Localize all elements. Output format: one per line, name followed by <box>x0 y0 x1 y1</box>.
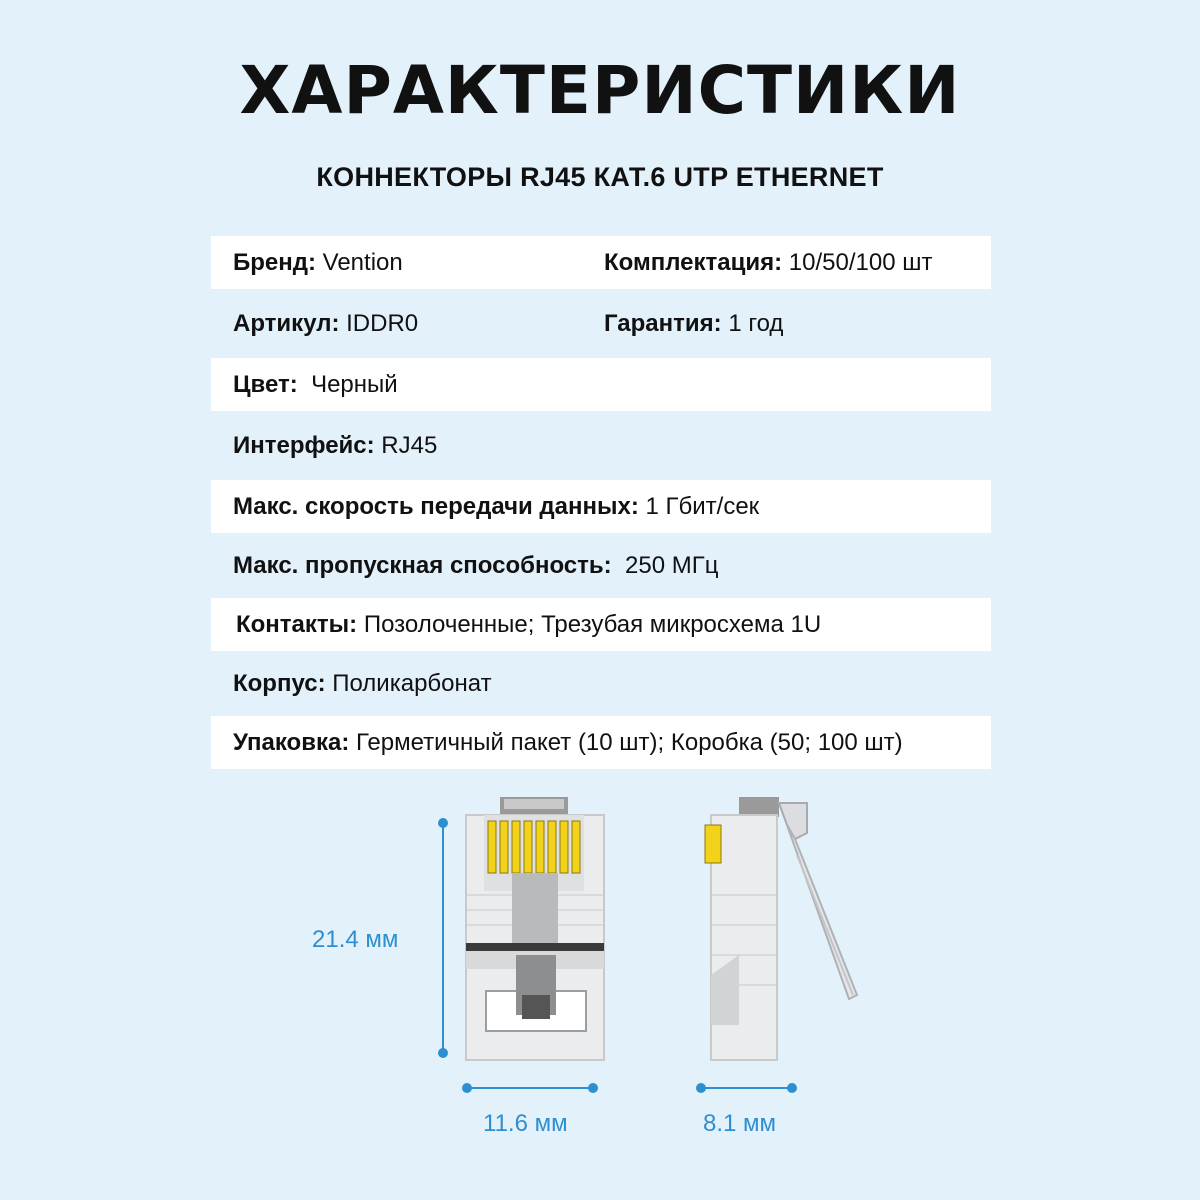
spec-table <box>211 236 991 769</box>
spec-value-speed: 1 Гбит/сек <box>638 492 760 520</box>
height-dim-line <box>442 823 444 1053</box>
spec-label-package: Упаковка: <box>233 728 350 756</box>
depth-dim-right-dot <box>787 1083 797 1093</box>
width-dim-label: 11.6 мм <box>483 1110 568 1137</box>
spec-value-warranty: 1 год <box>721 309 784 337</box>
spec-label-contacts: Контакты: <box>236 610 358 638</box>
page-subtitle: КОННЕКТОРЫ RJ45 КАТ.6 UTP ETHERNET <box>316 162 884 192</box>
spec-row-package <box>211 716 991 769</box>
spec-row-speed <box>211 480 991 533</box>
spec-row-article <box>211 289 991 358</box>
width-dim-right-dot <box>588 1083 598 1093</box>
spec-row-color <box>211 358 991 411</box>
spec-value-color: Черный <box>297 370 398 398</box>
spec-row-body <box>211 651 991 716</box>
spec-label-bandwidth: Макс. пропускная способность: <box>233 551 612 579</box>
connector-front-illustration <box>460 795 610 1065</box>
spec-row-interface <box>211 411 991 480</box>
connector-side-illustration <box>695 795 865 1065</box>
spec-value-body: Поликарбонат <box>325 669 492 697</box>
depth-dim-label: 8.1 мм <box>703 1110 777 1137</box>
spec-label-kit: Комплектация: <box>604 248 783 276</box>
spec-label-warranty: Гарантия: <box>604 309 722 337</box>
spec-label-article: Артикул: <box>233 309 340 337</box>
spec-value-contacts: Позолоченные; Трезубая микросхема 1U <box>357 610 822 638</box>
spec-value-kit: 10/50/100 шт <box>782 248 933 276</box>
height-dim-bottom-dot <box>438 1048 448 1058</box>
spec-value-article: IDDR0 <box>339 309 419 337</box>
spec-label-brand: Бренд: <box>233 248 316 276</box>
spec-label-interface: Интерфейс: <box>233 431 375 459</box>
depth-dim-line <box>701 1087 792 1089</box>
width-dim-line <box>467 1087 592 1089</box>
spec-label-body: Корпус: <box>233 669 326 697</box>
height-dim-label: 21.4 мм <box>312 926 399 953</box>
spec-value-package: Герметичный пакет (10 шт); Коробка (50; 100 шт) <box>349 728 903 756</box>
spec-row-brand <box>211 236 991 289</box>
spec-label-color: Цвет: <box>233 370 298 398</box>
spec-value-interface: RJ45 <box>374 431 438 459</box>
spec-value-brand: Vention <box>315 248 403 276</box>
page-title: ХАРАКТЕРИСТИКИ <box>239 52 961 129</box>
spec-row-bandwidth <box>211 533 991 598</box>
spec-label-speed: Макс. скорость передачи данных: <box>233 492 639 520</box>
spec-value-bandwidth: 250 МГц <box>611 551 719 579</box>
spec-row-contacts <box>211 598 991 651</box>
